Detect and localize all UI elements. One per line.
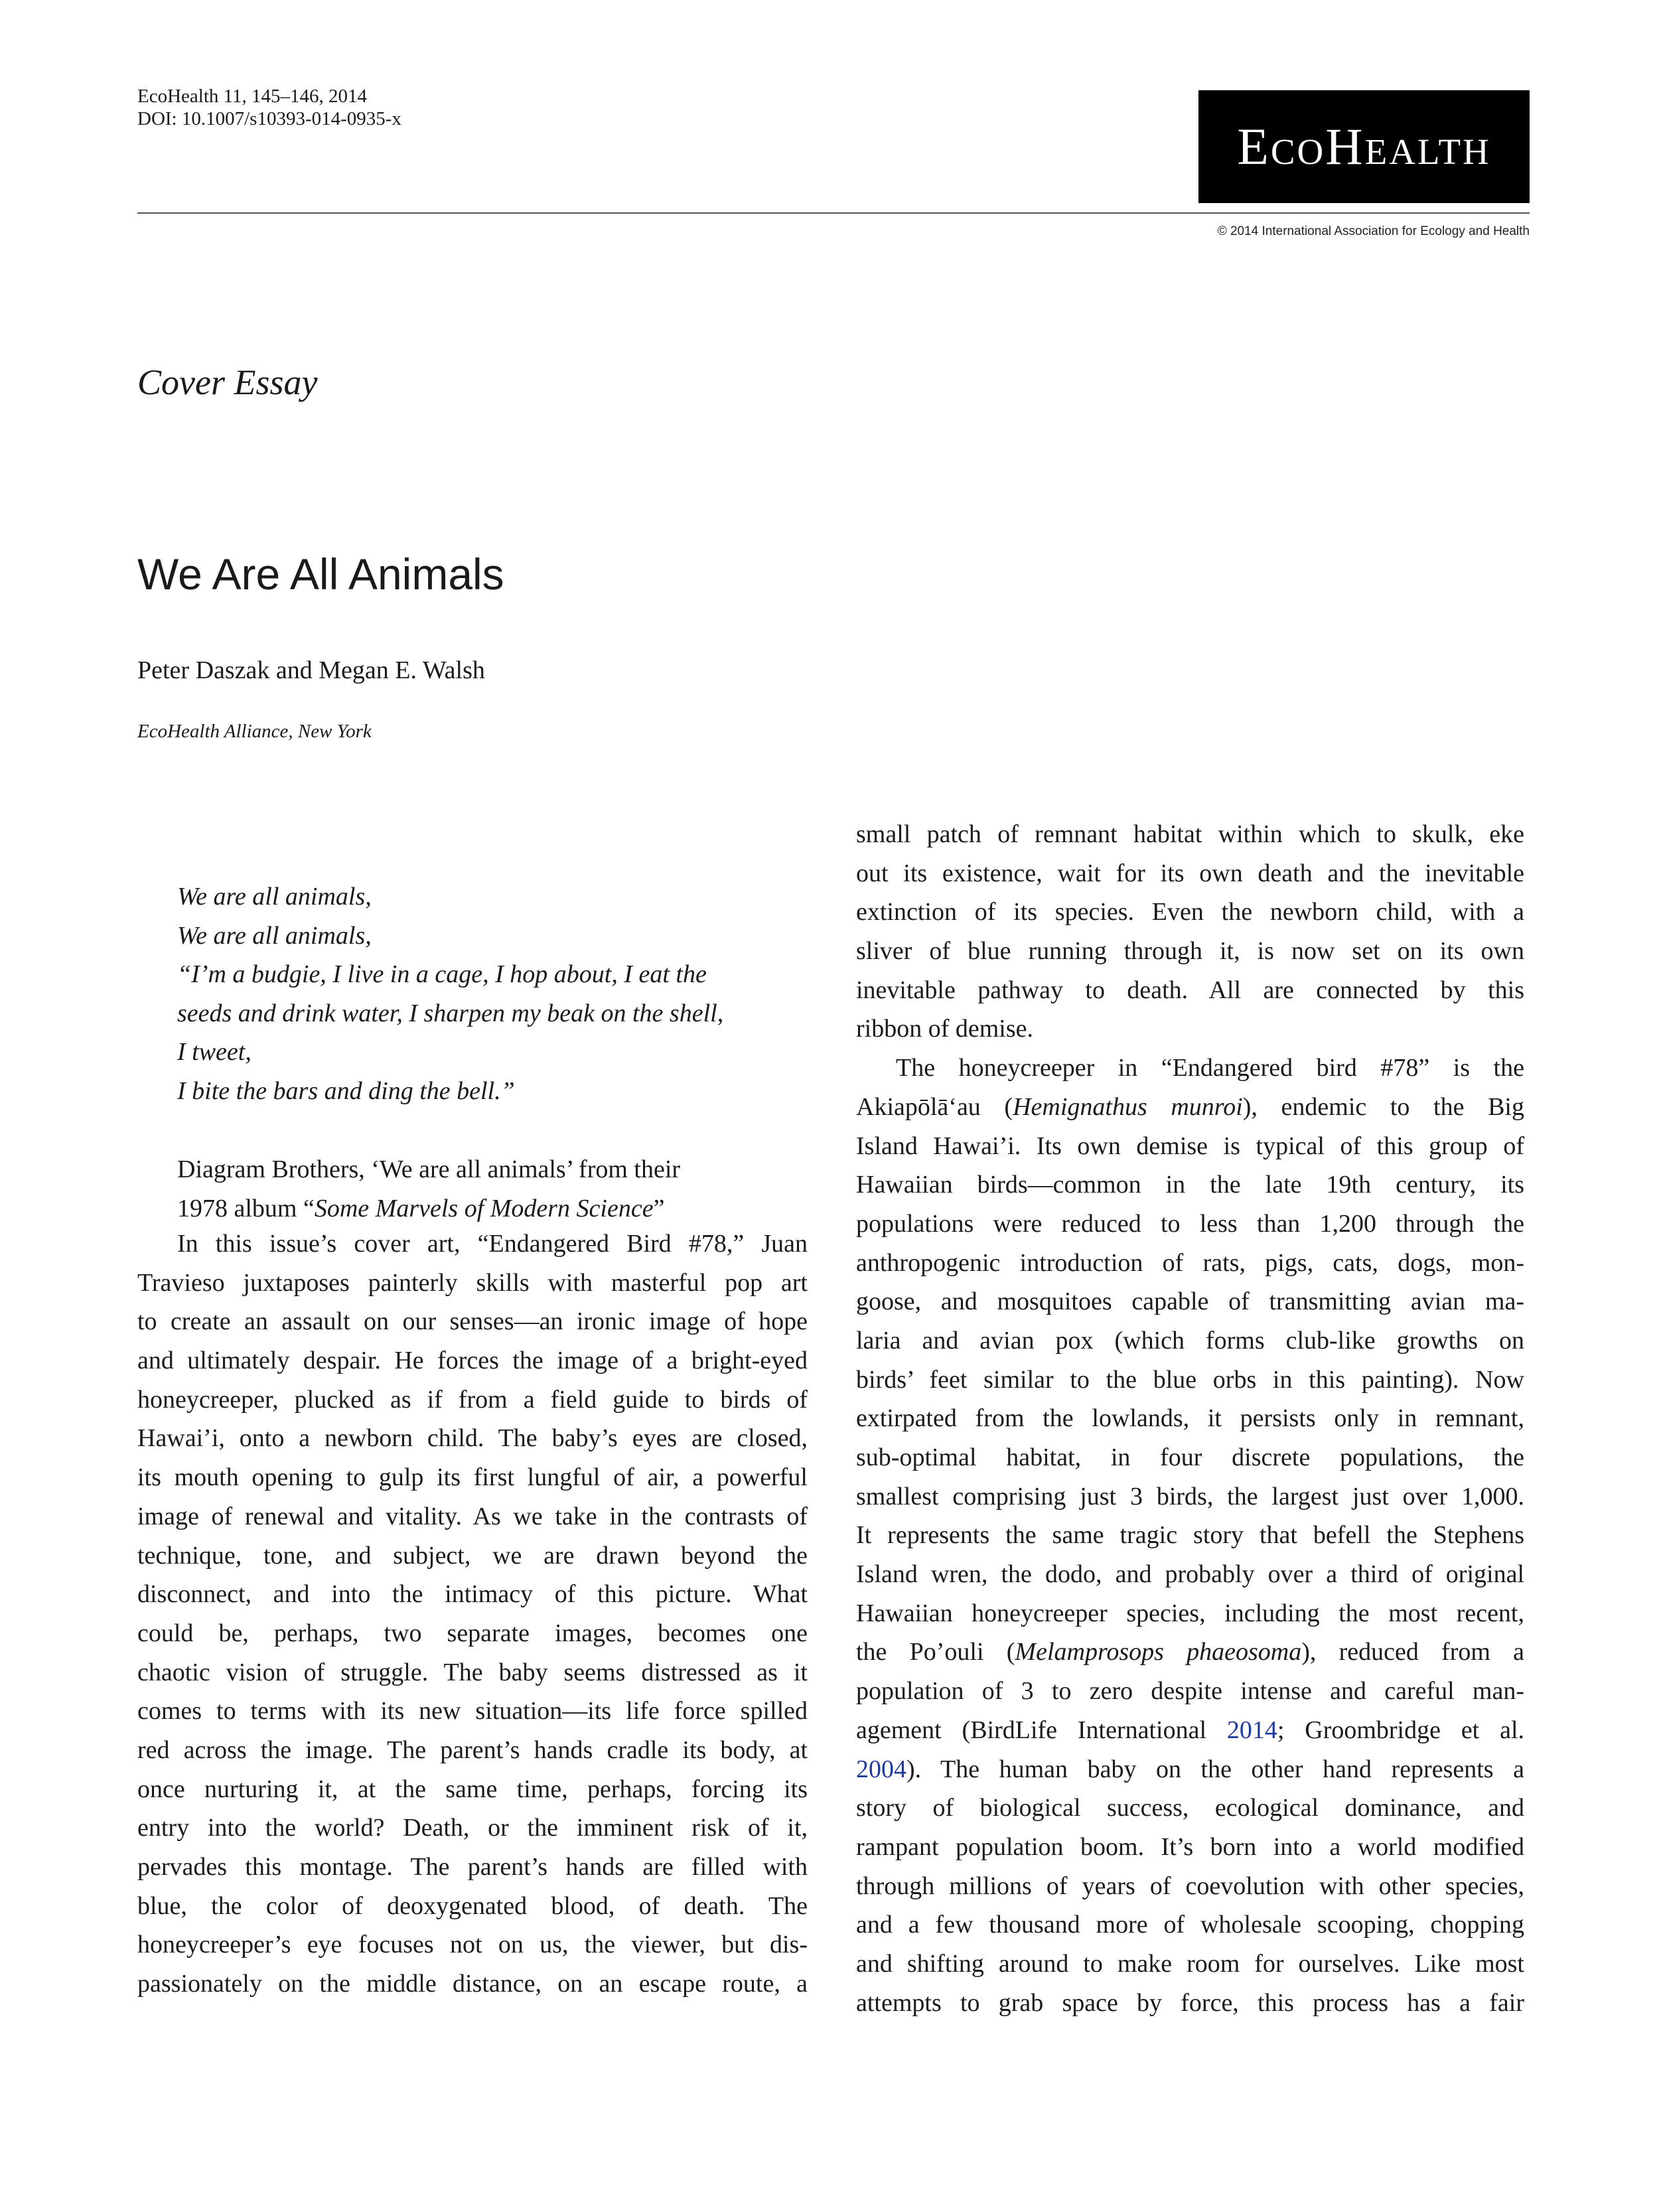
epigraph-source-line: Diagram Brothers, ‘We are all animals’ from their (177, 1155, 681, 1183)
journal-citation: EcoHealth 11, 145–146, 2014 (137, 86, 368, 107)
body-line: honeycreeper’s eye focuses not on us, the viewer, but dis- (137, 1931, 808, 1959)
section-label: Cover Essay (137, 362, 318, 402)
body-line: passionately on the middle distance, on an escape route, a (137, 1970, 808, 1998)
epigraph-line: We are all animals, (177, 921, 372, 950)
species-name: Hemignathus munroi (1013, 1092, 1243, 1121)
body-line: once nurturing it, at the same time, perhaps, forcing its (137, 1775, 808, 1803)
body-line: story of biological success, ecological dominance, and (856, 1794, 1524, 1822)
album-title: Some Marvels of Modern Science (314, 1194, 654, 1222)
epigraph (177, 877, 781, 1110)
body-line: chaotic vision of struggle. The baby seems distressed as it (137, 1658, 808, 1686)
body-line: goose, and mosquitoes capable of transmitting avian ma- (856, 1288, 1524, 1316)
body-line: and a few thousand more of wholesale scooping, chopping (856, 1911, 1524, 1939)
doi: DOI: 10.1007/s10393-014-0935-x (137, 108, 401, 129)
body-line: and ultimately despair. He forces the image of a bright-eyed (137, 1347, 808, 1375)
journal-reference (137, 85, 401, 130)
body-line: out its existence, wait for its own death and the inevitable (856, 859, 1524, 887)
body-line (856, 1637, 1524, 1676)
body-line (856, 1755, 1524, 1794)
journal-logo (1198, 90, 1530, 203)
body-line: red across the image. The parent’s hands cradle its body, at (137, 1735, 808, 1764)
text-run: ; Groombridge et al. (1277, 1716, 1524, 1744)
body-line: Hawai’i, onto a newborn child. The baby’s eyes are closed, (137, 1424, 808, 1453)
epigraph-line: I tweet, (177, 1038, 252, 1066)
body-line: smallest comprising just 3 birds, the largest just over 1,000. (856, 1482, 1524, 1511)
body-line: Island wren, the dodo, and probably over a third of original (856, 1560, 1524, 1589)
text-run: ). The human baby on the other hand represents a (906, 1755, 1524, 1783)
text-run: ), endemic to the Big (1242, 1092, 1524, 1121)
body-line: extirpated from the lowlands, it persists only in remnant, (856, 1404, 1524, 1433)
body-line: small patch of remnant habitat within which to skulk, eke (856, 820, 1524, 848)
body-line: honeycreeper, plucked as if from a field guide to birds of (137, 1385, 808, 1414)
left-column-body (137, 1229, 808, 2008)
epigraph-line: I bite the bars and ding the bell.” (177, 1076, 515, 1105)
header-divider (137, 212, 1530, 214)
article-title: We Are All Animals (137, 550, 504, 599)
citation-link-2014[interactable]: 2014 (1226, 1716, 1277, 1744)
text-run: the Po’ouli ( (856, 1638, 1015, 1666)
body-line: its mouth opening to gulp its first lungful of air, a powerful (137, 1463, 808, 1492)
body-line: Travieso juxtaposes painterly skills with masterful pop art (137, 1268, 808, 1297)
body-line: population of 3 to zero despite intense and careful man- (856, 1677, 1524, 1706)
body-line: laria and avian pox (which forms club-like growths on (856, 1326, 1524, 1355)
epigraph-source-suffix: ” (653, 1194, 665, 1222)
body-line: extinction of its species. Even the newborn child, with a (856, 898, 1524, 926)
right-column-body (856, 820, 1524, 2027)
epigraph-source-line (177, 1189, 781, 1228)
body-line: blue, the color of deoxygenated blood, of death. The (137, 1891, 808, 1920)
copyright-notice: © 2014 International Association for Ecology and Health (1217, 224, 1530, 238)
body-line: anthropogenic introduction of rats, pigs, cats, dogs, mon- (856, 1248, 1524, 1277)
epigraph-line: seeds and drink water, I sharpen my beak on the shell, (177, 999, 724, 1027)
body-line: sliver of blue running through it, is now set on its own (856, 937, 1524, 966)
epigraph-line: We are all animals, (177, 883, 372, 911)
epigraph-source (177, 1150, 781, 1228)
epigraph-source-prefix: 1978 album “ (177, 1194, 315, 1222)
authors: Peter Daszak and Megan E. Walsh (137, 656, 485, 684)
text-run: Akiapōlā‘au ( (856, 1092, 1013, 1121)
body-line: rampant population boom. It’s born into a world modified (856, 1832, 1524, 1861)
body-line: Hawaiian honeycreeper species, including the most recent, (856, 1599, 1524, 1627)
body-line (856, 1716, 1524, 1755)
body-line: inevitable pathway to death. All are connected by this (856, 976, 1524, 1004)
body-line: pervades this montage. The parent’s hands are filled with (137, 1853, 808, 1881)
body-line: through millions of years of coevolution with other species, (856, 1872, 1524, 1900)
affiliation: EcoHealth Alliance, New York (137, 721, 372, 742)
citation-link-2004[interactable]: 2004 (856, 1755, 906, 1783)
body-line: birds’ feet similar to the blue orbs in this painting). Now (856, 1365, 1524, 1394)
body-line: The honeycreeper in “Endangered bird #78” is the (896, 1054, 1524, 1082)
body-line: entry into the world? Death, or the imminent risk of it, (137, 1814, 808, 1842)
body-line: sub-optimal habitat, in four discrete populations, the (856, 1443, 1524, 1471)
logo-text: EcoHealth (1237, 117, 1491, 175)
body-line: could be, perhaps, two separate images, becomes one (137, 1619, 808, 1647)
body-line: to create an assault on our senses—an ironic image of hope (137, 1307, 808, 1336)
text-run: ), reduced from a (1301, 1638, 1525, 1666)
body-line: comes to terms with its new situation—its life force spilled (137, 1697, 808, 1726)
body-line: In this issue’s cover art, “Endangered Bird #78,” Juan (177, 1230, 808, 1258)
body-line: Island Hawai’i. Its own demise is typical of this group of (856, 1132, 1524, 1160)
body-line: image of renewal and vitality. As we take in the contrasts of (137, 1502, 808, 1530)
body-line: ribbon of demise. (856, 1015, 1034, 1043)
body-line: populations were reduced to less than 1,200 through the (856, 1209, 1524, 1238)
body-line: It represents the same tragic story that befell the Stephens (856, 1521, 1524, 1550)
body-line: disconnect, and into the intimacy of this picture. What (137, 1580, 808, 1609)
body-line: attempts to grab space by force, this process has a fair (856, 1988, 1524, 2017)
body-line: technique, tone, and subject, we are drawn beyond the (137, 1541, 808, 1570)
body-line: and shifting around to make room for ourselves. Like most (856, 1949, 1524, 1978)
epigraph-line: “I’m a budgie, I live in a cage, I hop about, I eat the (177, 960, 707, 988)
body-line (856, 1092, 1524, 1132)
text-run: agement (BirdLife International (856, 1716, 1227, 1744)
body-line: Hawaiian birds—common in the late 19th century, its (856, 1171, 1524, 1199)
species-name: Melamprosops phaeosoma (1015, 1638, 1302, 1666)
